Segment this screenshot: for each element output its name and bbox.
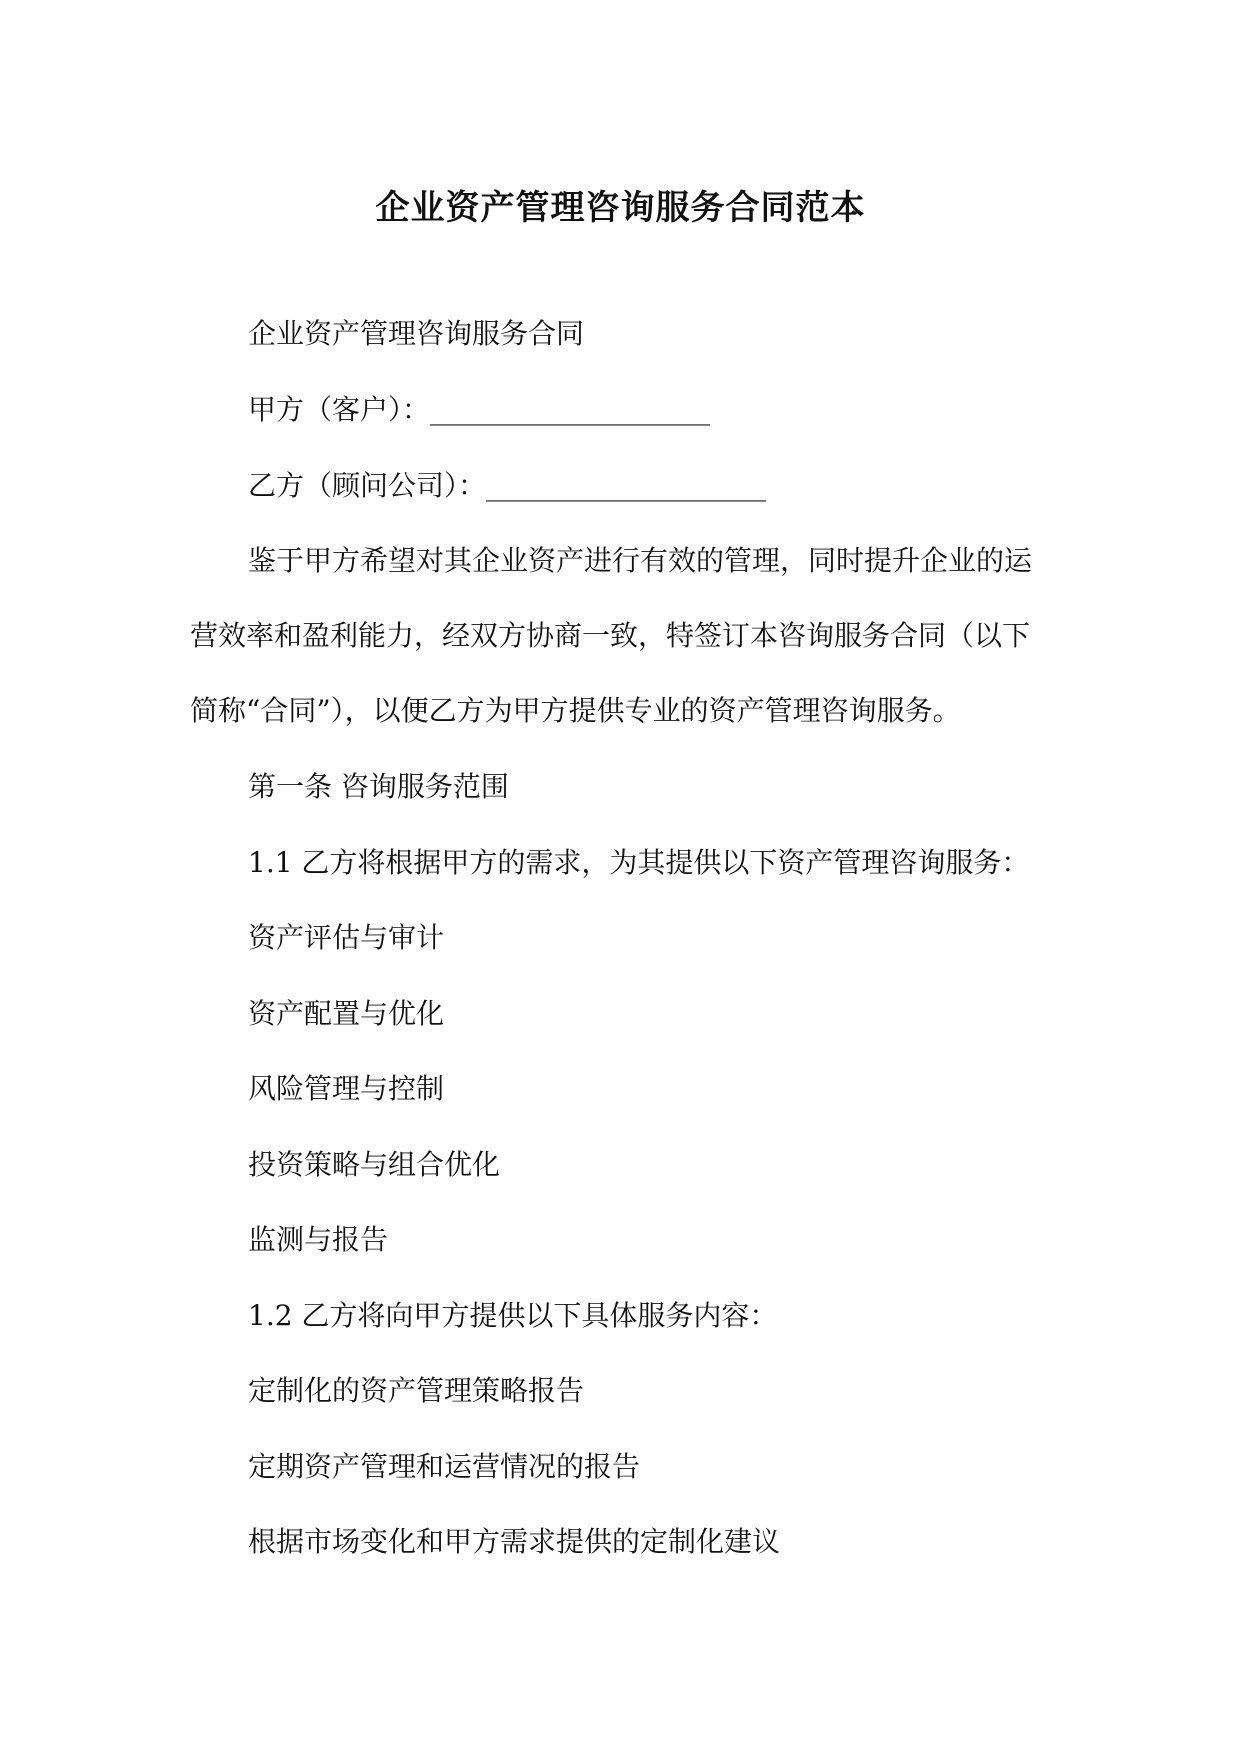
preamble-line-3: 简称“合同”），以便乙方为甲方提供专业的资产管理咨询服务。: [190, 694, 961, 727]
clause-1-2: 1.2 乙方将向甲方提供以下具体服务内容：: [248, 1299, 778, 1332]
service-item-3: 风险管理与控制: [248, 1072, 445, 1105]
service-item-5: 监测与报告: [248, 1223, 389, 1256]
service-item-4: 投资策略与组合优化: [248, 1148, 501, 1181]
clause-1-1: 1.1 乙方将根据甲方的需求，为其提供以下资产管理咨询服务：: [248, 846, 1030, 879]
contract-name-line: 企业资产管理咨询服务合同: [248, 317, 585, 350]
preamble-line-1: 鉴于甲方希望对其企业资产进行有效的管理，同时提升企业的运: [248, 544, 1033, 577]
content-item-2: 定期资产管理和运营情况的报告: [248, 1450, 641, 1483]
service-item-2: 资产配置与优化: [248, 997, 445, 1030]
article-1-heading: 第一条 咨询服务范围: [248, 770, 509, 803]
content-item-3: 根据市场变化和甲方需求提供的定制化建议: [248, 1525, 781, 1558]
content-item-1: 定制化的资产管理策略报告: [248, 1374, 585, 1407]
document-title: 企业资产管理咨询服务合同范本: [375, 188, 866, 228]
service-item-1: 资产评估与审计: [248, 921, 445, 954]
party-b-line: 乙方（顾问公司）：____________________: [248, 469, 767, 502]
preamble-line-2: 营效率和盈利能力，经双方协商一致，特签订本咨询服务合同（以下: [190, 619, 1031, 652]
party-a-line: 甲方（客户）：____________________: [248, 393, 711, 426]
